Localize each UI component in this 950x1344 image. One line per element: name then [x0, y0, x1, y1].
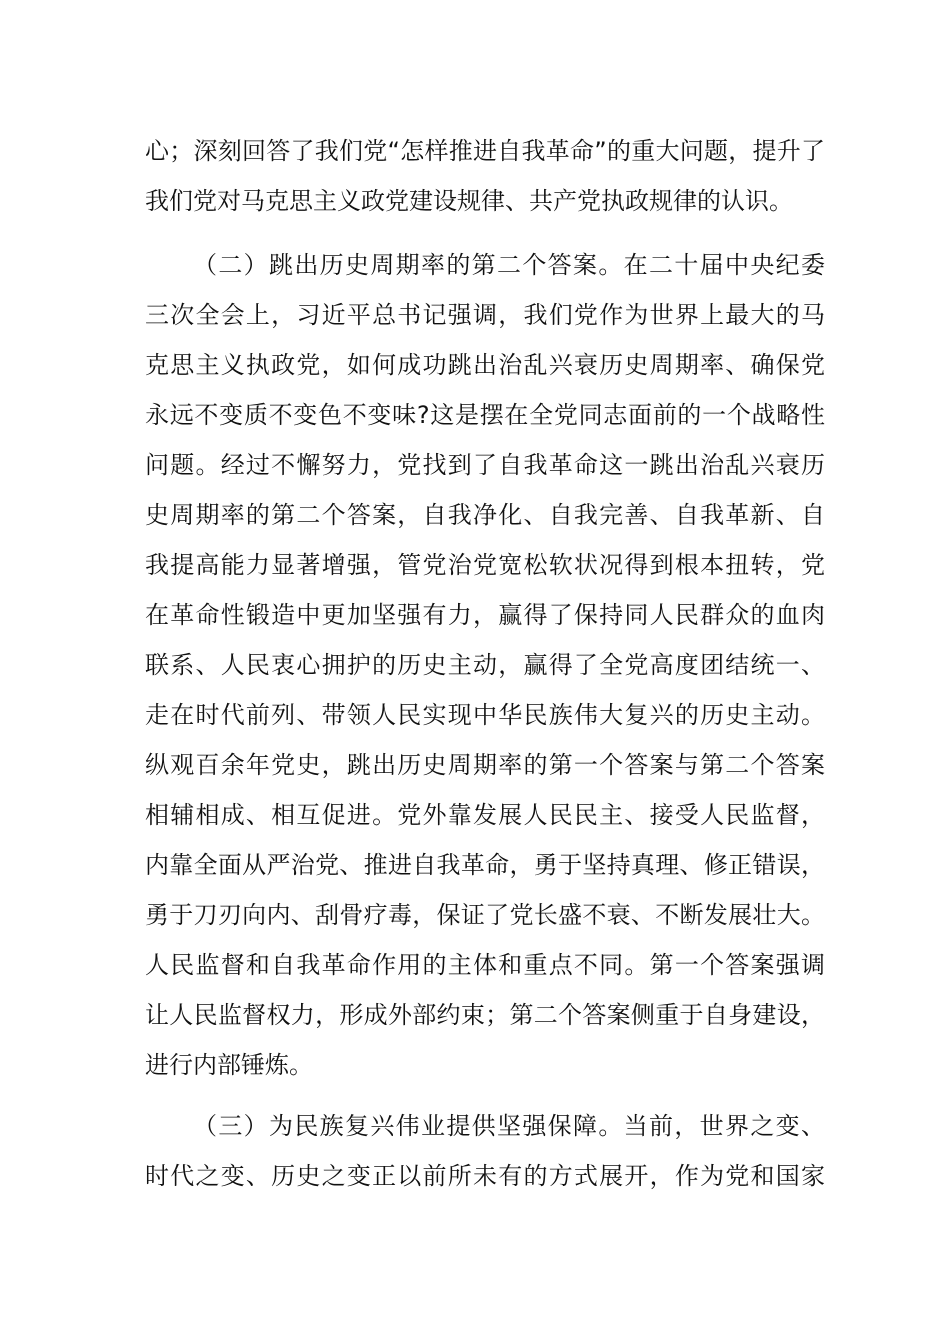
text-line: 联系、人民衷心拥护的历史主动，赢得了全党高度团结统一、 [145, 651, 825, 679]
text-line: 三次全会上，习近平总书记强调，我们党作为世界上最大的马 [145, 301, 825, 329]
text-line: 相辅相成、相互促进。党外靠发展人民民主、接受人民监督， [145, 801, 825, 829]
text-line: 勇于刀刃向内、刮骨疗毒，保证了党长盛不衰、不断发展壮大。 [145, 901, 825, 929]
paragraph-second-answer [145, 240, 825, 1090]
text-line: 在革命性锻造中更加坚强有力，赢得了保持同人民群众的血肉 [145, 601, 825, 629]
text-line: 心；深刻回答了我们党“怎样推进自我革命”的重大问题，提升了 [145, 137, 825, 165]
text-line: 人民监督和自我革命作用的主体和重点不同。第一个答案强调 [145, 951, 825, 979]
text-line: 纵观百余年党史，跳出历史周期率的第一个答案与第二个答案 [145, 751, 825, 779]
paragraph-national-rejuvenation [145, 1101, 825, 1201]
text-line: 内靠全面从严治党、推进自我革命，勇于坚持真理、修正错误， [145, 851, 825, 879]
text-line: 时代之变、历史之变正以前所未有的方式展开，作为党和国家 [145, 1162, 825, 1190]
text-line: 史周期率的第二个答案，自我净化、自我完善、自我革新、自 [145, 501, 825, 529]
text-line: 让人民监督权力，形成外部约束；第二个答案侧重于自身建设， [145, 1001, 825, 1029]
text-line: 问题。经过不懈努力，党找到了自我革命这一跳出治乱兴衰历 [145, 451, 825, 479]
text-line: （二）跳出历史周期率的第二个答案。在二十届中央纪委 [193, 251, 825, 279]
text-line: （三）为民族复兴伟业提供坚强保障。当前，世界之变、 [193, 1112, 825, 1140]
text-line: 进行内部锤炼。 [145, 1051, 313, 1079]
text-line: 克思主义执政党，如何成功跳出治乱兴衰历史周期率、确保党 [145, 351, 825, 379]
text-line: 我们党对马克思主义政党建设规律、共产党执政规律的认识。 [145, 187, 793, 215]
text-line: 永远不变质不变色不变味?这是摆在全党同志面前的一个战略性 [145, 401, 825, 429]
text-line: 我提高能力显著增强，管党治党宽松软状况得到根本扭转，党 [145, 551, 825, 579]
paragraph-continuation [145, 126, 825, 226]
text-line: 走在时代前列、带领人民实现中华民族伟大复兴的历史主动。 [145, 701, 825, 729]
